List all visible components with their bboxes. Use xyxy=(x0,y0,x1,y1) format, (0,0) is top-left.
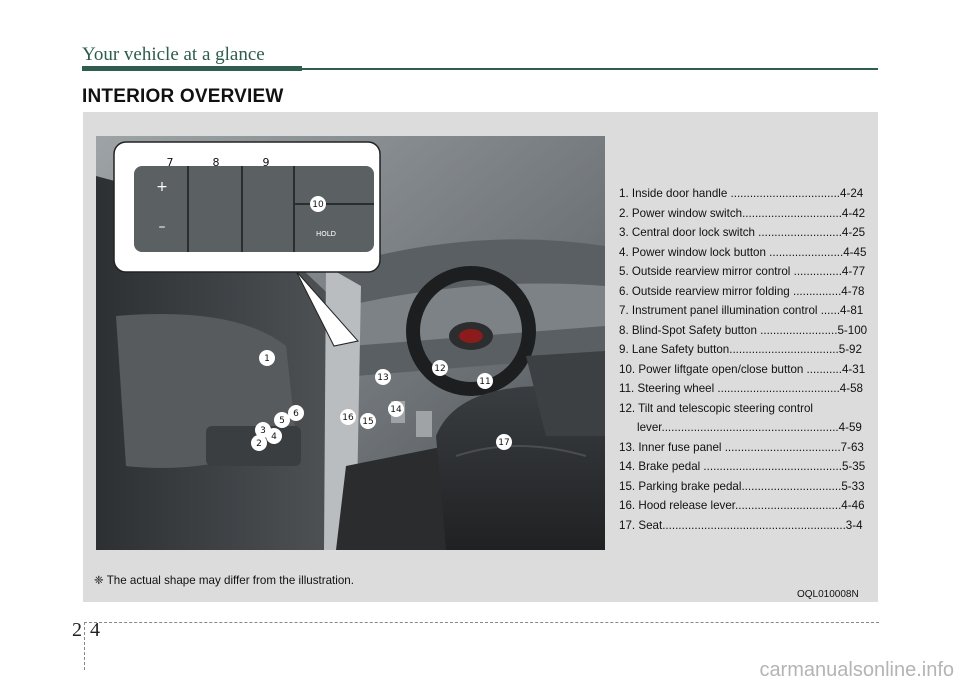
callout-14: 14 xyxy=(390,405,402,415)
watermark: carmanualsonline.info xyxy=(759,659,954,681)
list-item: 17. Seat.........................................................3-4 xyxy=(619,518,863,532)
chapter-number: 2 xyxy=(72,619,82,641)
callout-6: 6 xyxy=(293,409,299,419)
list-item: 1. Inside door handle ..................................4-24 xyxy=(619,187,864,200)
callout-4: 4 xyxy=(271,432,277,442)
list-item: 12. Tilt and telescopic steering control xyxy=(619,401,813,415)
list-item: 10. Power liftgate open/close button ...........4-31 xyxy=(619,362,866,376)
header-rule-thin xyxy=(302,68,878,70)
list-item: 11. Steering wheel ......................................4-58 xyxy=(619,382,864,395)
svg-text:+: + xyxy=(156,179,168,195)
list-item: 6. Outside rearview mirror folding ...............4-78 xyxy=(619,284,865,298)
callout-7: 7 xyxy=(166,156,174,169)
list-item: 2. Power window switch...............................4-42 xyxy=(619,206,866,220)
callout-9: 9 xyxy=(262,156,270,169)
list-item: 14. Brake pedal ...........................................5-35 xyxy=(619,460,866,473)
list-item: 15. Parking brake pedal...............................5-33 xyxy=(619,479,865,493)
list-item-continuation-text: lever.......................................................4-59 xyxy=(637,421,862,434)
page-number: 4 xyxy=(90,619,100,641)
footer-rule xyxy=(84,622,879,623)
svg-text:–: – xyxy=(158,219,166,235)
list-item-continuation xyxy=(619,418,877,438)
callout-11: 11 xyxy=(479,377,491,387)
parts-list xyxy=(619,184,877,535)
list-item: 5. Outside rearview mirror control ...............4-77 xyxy=(619,265,866,278)
section-title: INTERIOR OVERVIEW xyxy=(82,86,284,107)
list-item: 13. Inner fuse panel ....................................7-63 xyxy=(619,440,864,454)
callout-5: 5 xyxy=(279,416,285,426)
footer-divider xyxy=(84,622,85,670)
list-item: 3. Central door lock switch ..........................4-25 xyxy=(619,226,866,239)
callout-13: 13 xyxy=(377,373,389,383)
list-item: 8. Blind-Spot Safety button ........................5-100 xyxy=(619,323,868,337)
header-title: Your vehicle at a glance xyxy=(82,44,265,65)
callout-10: 10 xyxy=(312,200,324,210)
callout-17: 17 xyxy=(498,438,510,448)
callout-2: 2 xyxy=(256,439,262,449)
callout-1: 1 xyxy=(264,354,270,364)
list-item: 16. Hood release lever.................................4-46 xyxy=(619,499,865,512)
list-item: 7. Instrument panel illumination control ......4-81 xyxy=(619,304,864,317)
hold-label: HOLD xyxy=(315,230,337,238)
disclaimer-note: ❈ The actual shape may differ from the illustration. xyxy=(94,574,354,587)
callout-12: 12 xyxy=(434,364,446,374)
callout-15: 15 xyxy=(362,417,374,427)
list-item: 9. Lane Safety button..................................5-92 xyxy=(619,343,862,356)
interior-illustration xyxy=(96,136,605,550)
header-rule-thick xyxy=(82,66,302,71)
image-code: OQL010008N xyxy=(797,589,859,600)
list-item: 4. Power window lock button .......................4-45 xyxy=(619,245,867,259)
callout-16: 16 xyxy=(342,413,354,423)
callout-8: 8 xyxy=(212,156,220,169)
callout-3: 3 xyxy=(260,426,266,436)
